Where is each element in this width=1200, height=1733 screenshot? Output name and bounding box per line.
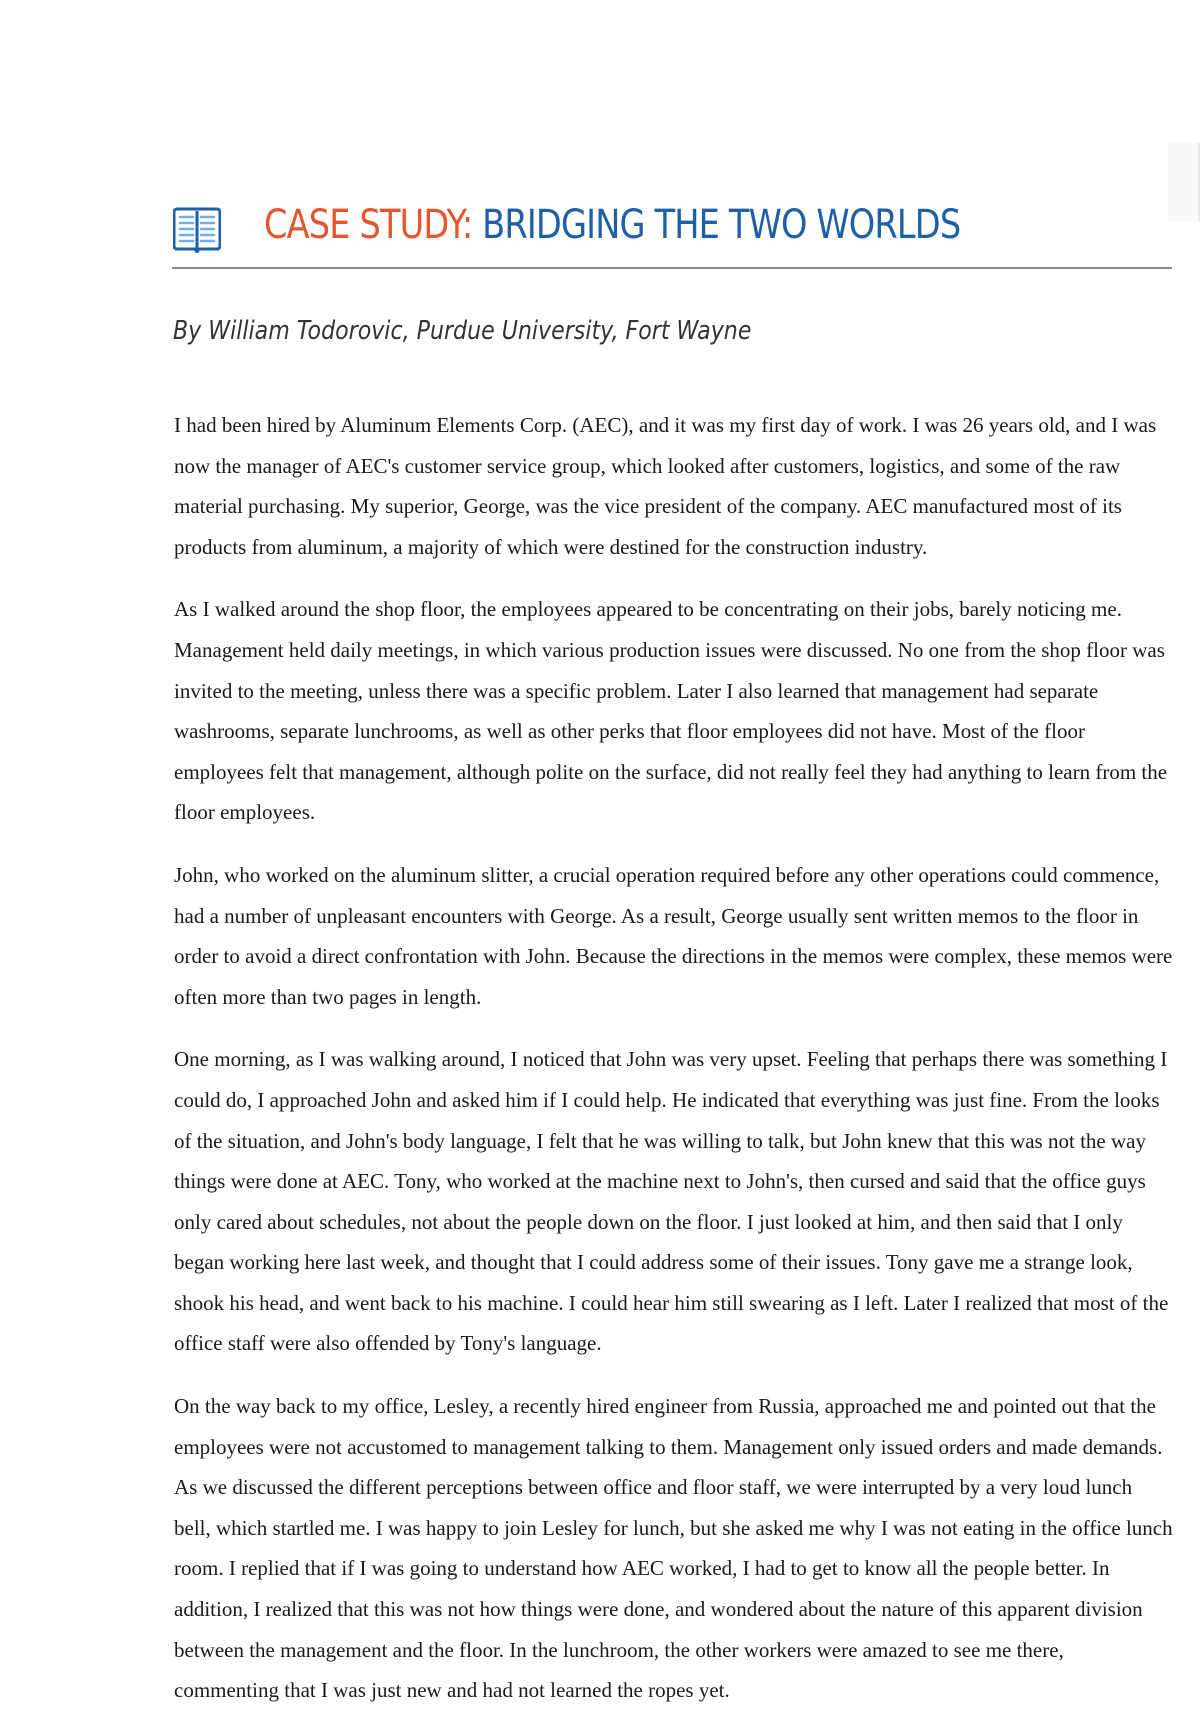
paragraph: One morning, as I was walking around, I noticed that John was very upset. Feeling that perhaps there was something I could do, I approached John and asked him if I could help. He indicated that everything was just fine. From the looks of the situation, and John's body language, I felt that he was willing to talk, but John knew that this was not the way things were done at AEC. Tony, who worked at the machine next to John's, then cursed and said that the office guys only cared about schedules, not about the people down on the floor. I just looked at him, and then said that I only began working here last week, and thought that I could address some of their issues. Tony gave me a strange look, shook his head, and went back to his machine. I could hear him still swearing as I left. Later I realized that most of the office staff were also offended by Tony's language. (174, 1047, 1169, 1356)
page-title (264, 201, 960, 249)
paragraph: As I walked around the shop floor, the employees appeared to be concentrating on their jobs, barely noticing me. Management held daily meetings, in which various production issues were discussed. No one from the shop floor was invited to the meeting, unless there was a specific problem. Later I also learned that management had separate washrooms, separate lunchrooms, as well as other perks that floor employees did not have. Most of the floor employees felt that management, although polite on the surface, did not really feel they had anything to learn from the floor employees. (174, 597, 1168, 825)
title-prefix: CASE STUDY: (264, 202, 473, 248)
paragraph: John, who worked on the aluminum slitter, a crucial operation required before any other operations could commence, had a number of unpleasant encounters with George. As a result, George usually sent written memos to the floor in order to avoid a direct confrontation with John. Because the directions in the memos were complex, these memos were often more than two pages in length. (174, 862, 1173, 1009)
title-main: BRIDGING THE TWO WORLDS (482, 202, 961, 248)
paragraph: I had been hired by Aluminum Elements Corp. (AEC), and it was my first day of work. I was 26 years old, and I was now the manager of AEC's customer service group, which looked after customers, logistics, and some of the raw material purchasing. My superior, George, was the vice president of the company. AEC manufactured most of its products from aluminum, a majority of which were destined for the construction industry. (174, 413, 1157, 559)
open-book-icon (173, 207, 221, 253)
case-study-body (174, 405, 1174, 1733)
case-study-header (172, 195, 1172, 269)
paragraph: On the way back to my office, Lesley, a recently hired engineer from Russia, approached me and pointed out that the employees were not accustomed to management talking to them. Management only issued orders and made demands. As we discussed the different perceptions between office and floor staff, we were interrupted by a very loud lunch bell, which startled me. I was happy to join Lesley for lunch, but she asked me why I was not eating in the office lunch room. I replied that if I was going to understand how AEC worked, I had to get to know all the people better. In addition, I realized that this was not how things were done, and wondered about the nature of this apparent division between the management and the floor. In the lunchroom, the other workers were amazed to see me there, commenting that I was just new and had not learned the ropes yet. (174, 1394, 1173, 1703)
author-byline: By William Todorovic, Purdue University, Fort Wayne (173, 316, 752, 346)
page-edge-tab (1168, 143, 1200, 221)
